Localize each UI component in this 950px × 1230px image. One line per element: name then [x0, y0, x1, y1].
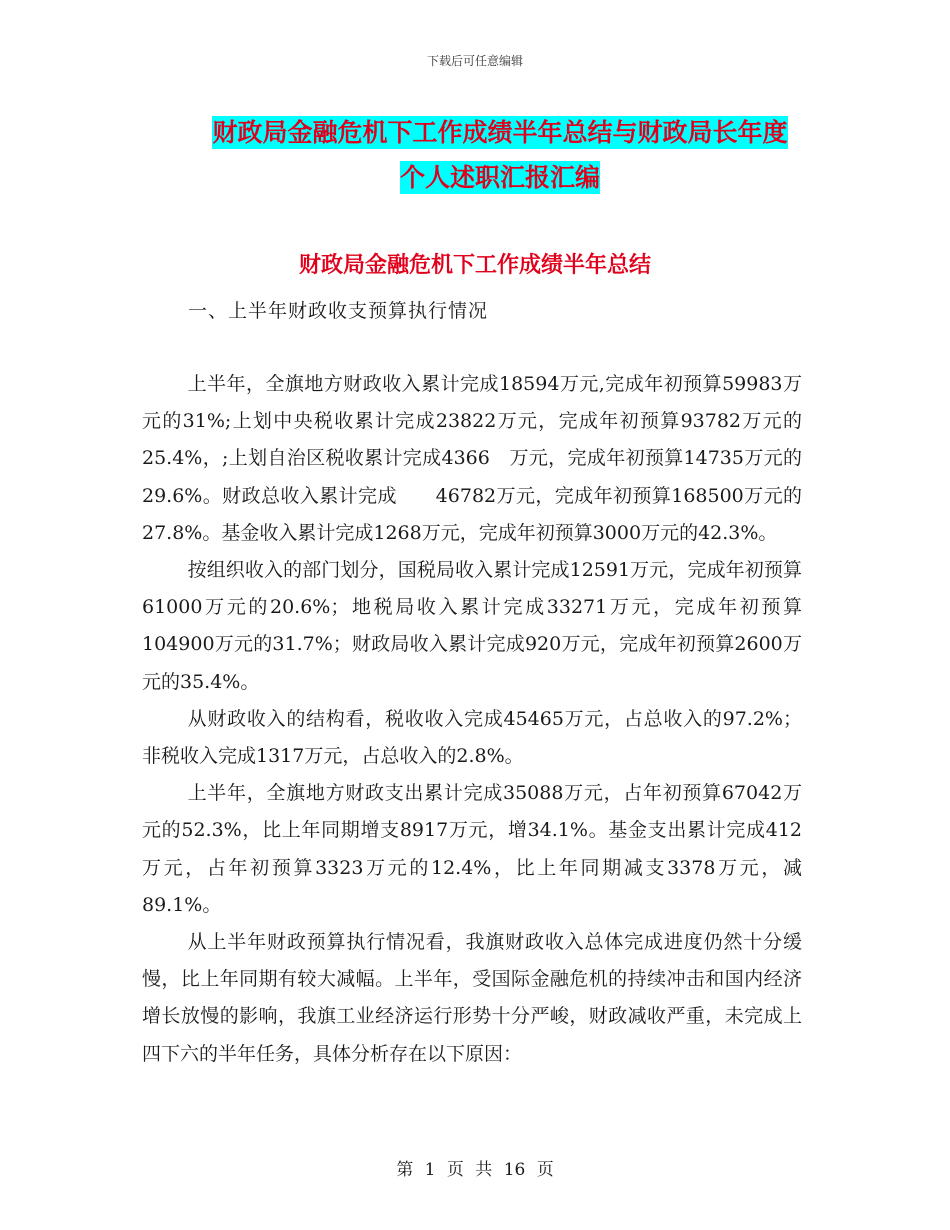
paragraph: 从上半年财政预算执行情况看，我旗财政收入总体完成进度仍然十分缓慢，比上年同期有较大减幅。上半年，受国际金融危机的持续冲击和国内经济增长放慢的影响，我旗工业经济运行形势十分严峻，财政减收严重，未完成上四下六的半年任务，具体分析存在以下原因：: [142, 931, 802, 1065]
header-note: 下载后可任意编辑: [426, 54, 523, 68]
paragraph: 上半年，全旗地方财政支出累计完成35088万元，占年初预算67042万元的52.3%，比上年同期增支8917万元，增34.1%。基金支出累计完成412万元，占年初预算3323万元的12.4%，比上年同期减支3378万元，减89.1%。: [142, 782, 802, 916]
subhead: 一、上半年财政收支预算执行情况: [188, 300, 489, 322]
paragraph: 按组织收入的部门划分，国税局收入累计完成12591万元，完成年初预算61000万元的20.6%；地税局收入累计完成33271万元，完成年初预算104900万元的31.7%；财政局收入累计完成920万元，完成年初预算2600万元的35.4%。: [142, 559, 802, 693]
document-title-line-1: 财政局金融危机下工作成绩半年总结与财政局长年度: [212, 118, 788, 147]
document-title-line-2: 个人述职汇报汇编: [399, 163, 600, 192]
document-title: [140, 110, 860, 200]
body-text: [142, 366, 802, 1073]
paragraph: 上半年，全旗地方财政收入累计完成18594万元,完成年初预算59983万元的31%;上划中央税收累计完成23822万元，完成年初预算93782万元的25.4%，;上划自治区税收累计完成4366 万元，完成年初预算14735万元的29.6%。财政总收入累计完成 46782万元，完成年初预算168500万元的27.8%。基金收入累计完成1268万元，完成年初预算3000万元的42.3%。: [142, 373, 802, 544]
page-footer: 第 1 页 共 16 页: [396, 1160, 554, 1180]
section-title: 财政局金融危机下工作成绩半年总结: [298, 253, 651, 278]
paragraph: 从财政收入的结构看，税收收入完成45465万元，占总收入的97.2%；非税收入完成1317万元，占总收入的2.8%。: [142, 707, 802, 768]
